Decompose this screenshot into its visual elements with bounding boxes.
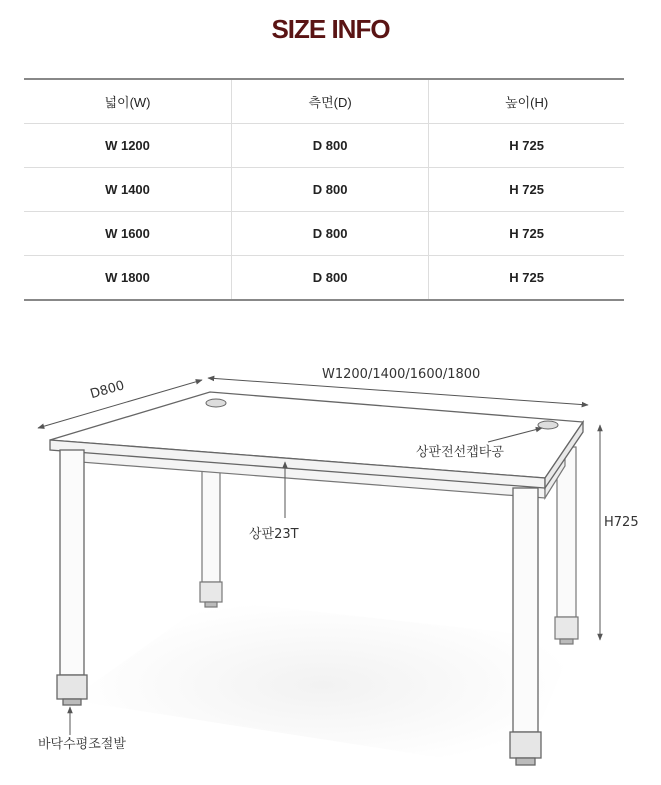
cell-height: H 725: [429, 168, 624, 212]
front-left-leg: [57, 450, 87, 705]
header-depth: 측면(D): [231, 79, 428, 124]
cell-width: W 1800: [24, 256, 231, 301]
cell-width: W 1200: [24, 124, 231, 168]
back-left-leg: [200, 464, 222, 607]
depth-label: D800: [88, 378, 127, 403]
floor-shadow: [70, 600, 575, 770]
leveler-label: 바닥수평조절발: [38, 737, 126, 752]
cell-depth: D 800: [231, 168, 428, 212]
cell-height: H 725: [429, 124, 624, 168]
cable-hole-label: 상판전선캡타공: [416, 445, 504, 460]
page-title: SIZE INFO: [271, 14, 390, 44]
header-width: 넓이(W): [104, 95, 151, 110]
top-thickness-label: 상판23T: [249, 527, 299, 542]
cell-width: W 1600: [24, 212, 231, 256]
cell-width: W 1400: [24, 168, 231, 212]
cell-height: H 725: [429, 256, 624, 301]
front-right-leg: [510, 488, 541, 765]
cell-depth: D 800: [231, 124, 428, 168]
height-label: H725: [604, 515, 639, 530]
cell-height: H 725: [429, 212, 624, 256]
width-label: W1200/1400/1600/1800: [322, 367, 481, 382]
cell-depth: D 800: [231, 256, 428, 301]
cell-depth: D 800: [231, 212, 428, 256]
header-height: 높이(H): [429, 79, 624, 124]
